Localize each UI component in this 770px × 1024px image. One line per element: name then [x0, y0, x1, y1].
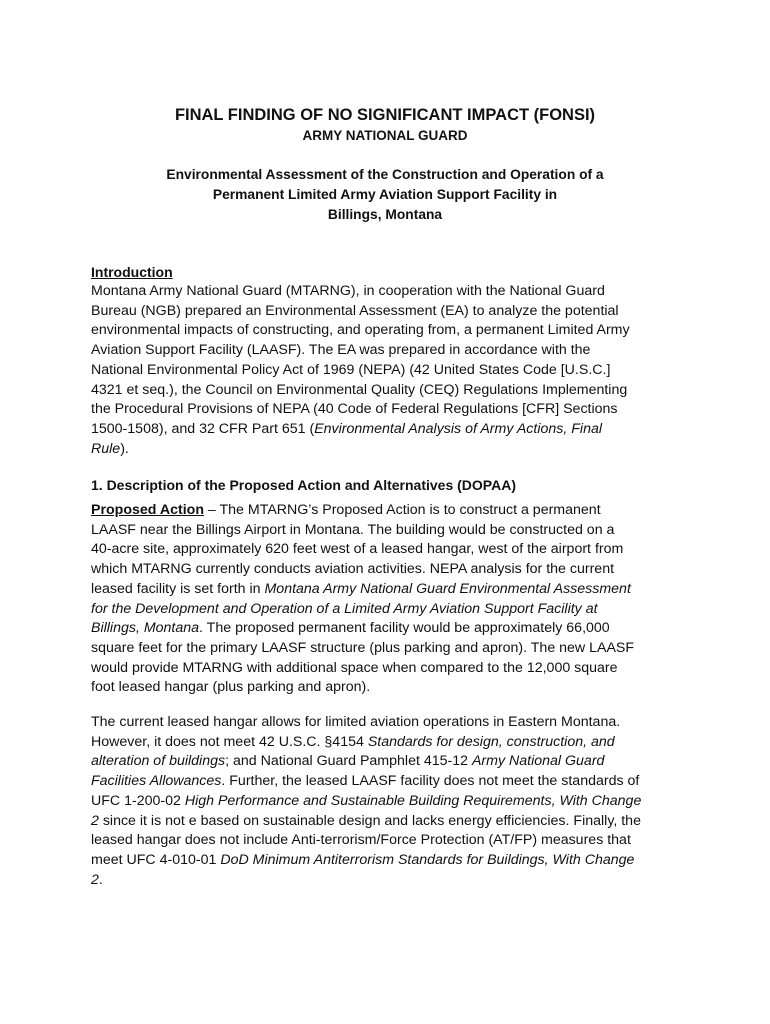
italic-run: Billings, Montana [91, 620, 200, 637]
text-line [91, 600, 691, 620]
text-run: Aviation Support Facility (LAASF). The EA was prepared in accordance with the [91, 342, 591, 359]
text-run: UFC 1-200-02 [91, 792, 185, 809]
text-line [91, 659, 691, 679]
text-run: . Further, the leased LAASF facility does not meet the standards of [221, 773, 640, 790]
text-line [91, 733, 691, 753]
text-run: square feet for the primary LAASF structure (plus parking and apron). The new LAASF [91, 639, 635, 656]
text-run: leased hangar does not include Anti-terrorism/Force Protection (AT/FP) measures that [91, 832, 631, 849]
text-line [91, 361, 691, 381]
text-run: would provide MTARNG with additional space when compared to the 12,000 square [91, 659, 618, 676]
italic-run: DoD Minimum Antiterrorism Standards for Buildings, With Change [220, 851, 635, 868]
proposed-action-paragraph [91, 501, 691, 698]
italic-run: alteration of buildings [91, 753, 226, 770]
dopaa-section-heading: 1. Description of the Proposed Action and Alternatives (DOPAA) [91, 477, 516, 493]
text-run: leased facility is set forth in [91, 580, 265, 597]
text-run: However, it does not meet 42 U.S.C. §4154 [91, 733, 368, 750]
text-run: 1500-1508), and 32 CFR Part 651 ( [91, 420, 315, 437]
text-line [91, 678, 691, 698]
agency-name: ARMY NATIONAL GUARD [302, 128, 468, 143]
underlined-run: Proposed Action [91, 502, 204, 518]
text-run: which MTARNG currently conducts aviation activities. NEPA analysis for the current [91, 561, 615, 578]
text-run: environmental impacts of constructing, and operating from, a permanent Limited Army [91, 322, 630, 339]
text-run: since it is not e based on sustainable design and lacks energy efficiencies. Finally, the [98, 812, 641, 829]
text-line [91, 521, 691, 541]
subtitle-line: Permanent Limited Army Aviation Support Facility in [212, 187, 558, 202]
text-line [91, 871, 691, 891]
text-line [91, 772, 691, 792]
text-run: Montana Army National Guard (MTARNG), in cooperation with the National Guard [91, 283, 605, 299]
text-run: . [98, 871, 103, 888]
text-line [91, 501, 691, 521]
text-line [91, 321, 691, 341]
text-line [91, 619, 691, 639]
text-run: foot leased hangar (plus parking and apron). [91, 679, 371, 696]
text-line [91, 540, 691, 560]
italic-run: Standards for design, construction, and [367, 733, 615, 750]
text-run: The current leased hangar allows for limited aviation operations in Eastern Montana. [91, 714, 621, 730]
text-line [91, 381, 691, 401]
text-line [91, 713, 691, 733]
introduction-paragraph [91, 282, 691, 459]
text-run: Bureau (NGB) prepared an Environmental Assessment (EA) to analyze the potential [91, 302, 619, 319]
text-line [91, 302, 691, 322]
text-run: 4321 et seq.), the Council on Environmental Quality (CEQ) Regulations Implementing [91, 381, 628, 398]
text-line [91, 560, 691, 580]
subtitle-line: Environmental Assessment of the Construction and Operation of a [166, 167, 604, 182]
subtitle-line: Billings, Montana [327, 207, 443, 222]
text-run: ; and National Guard Pamphlet 415-12 [225, 753, 472, 770]
italic-run: Montana Army National Guard Environmental Assessment [264, 580, 631, 597]
text-run: meet UFC 4-010-01 [91, 851, 221, 868]
italic-run: for the Development and Operation of a Limited Army Aviation Support Facility at [91, 600, 598, 617]
text-line [91, 812, 691, 832]
text-run: the Procedural Provisions of NEPA (40 Code of Federal Regulations [CFR] Sections [91, 401, 618, 418]
italic-run: 2 [91, 871, 99, 888]
text-run: ). [120, 440, 129, 457]
text-run: LAASF near the Billings Airport in Montana. The building would be constructed on a [91, 521, 615, 538]
text-line [91, 792, 691, 812]
text-run: . The proposed permanent facility would be approximately 66,000 [199, 620, 610, 637]
text-line [91, 580, 691, 600]
text-line [91, 440, 691, 460]
text-line [91, 282, 691, 302]
italic-run: Facilities Allowances [91, 773, 222, 790]
italic-run: High Performance and Sustainable Building Requirements, With Change [184, 792, 642, 809]
text-run: – The MTARNG’s Proposed Action is to construct a permanent [203, 502, 601, 518]
text-line [91, 639, 691, 659]
italic-run: Army National Guard [471, 753, 605, 770]
introduction-heading: Introduction [91, 264, 173, 280]
text-run: 40-acre site, approximately 620 feet west of a leased hangar, west of the airport from [91, 541, 624, 558]
text-line [91, 341, 691, 361]
italic-run: Rule [91, 440, 121, 457]
text-line [91, 400, 691, 420]
text-run: National Environmental Policy Act of 1969 (NEPA) (42 United States Code [U.S.C.] [91, 361, 611, 378]
text-line [91, 831, 691, 851]
current-hangar-paragraph [91, 713, 691, 890]
text-line [91, 420, 691, 440]
document-title: FINAL FINDING OF NO SIGNIFICANT IMPACT (FONSI) [174, 106, 596, 124]
text-line [91, 851, 691, 871]
text-line [91, 752, 691, 772]
italic-run: 2 [91, 812, 99, 829]
italic-run: Environmental Analysis of Army Actions, Final [314, 420, 602, 437]
